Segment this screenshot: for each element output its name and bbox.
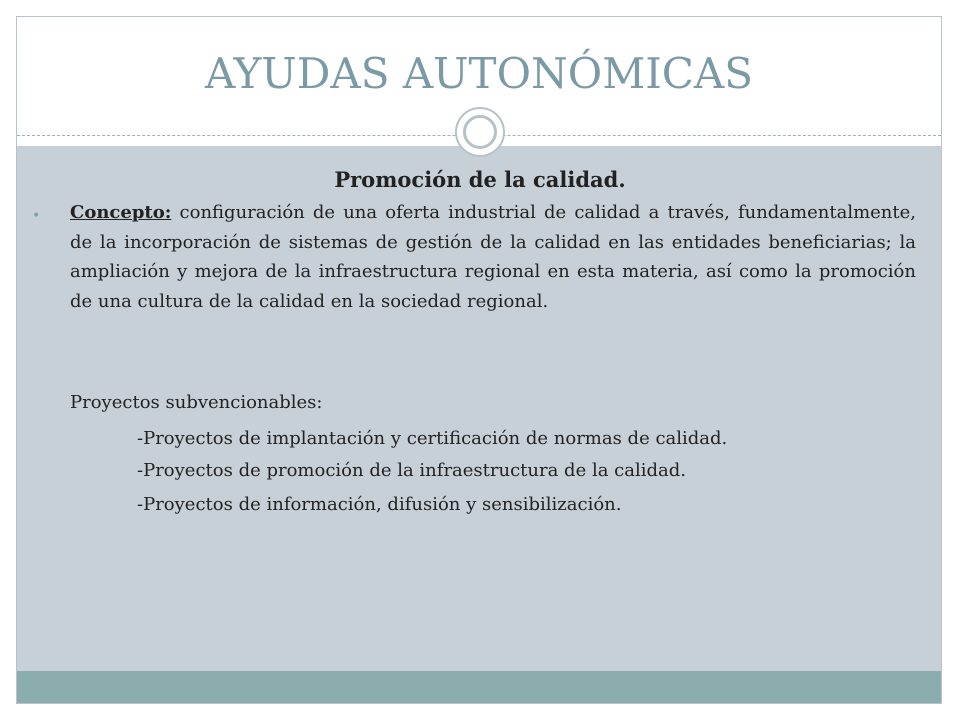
footer-bar [17,671,941,703]
concept-paragraph [70,198,916,316]
project-item: -Proyectos de promoción de la infraestructura de la calidad. [137,460,686,481]
project-item: -Proyectos de implantación y certificación de normas de calidad. [137,428,728,449]
project-item: -Proyectos de información, difusión y sensibilización. [137,494,622,515]
slide-frame [16,16,942,704]
bullet-icon: • [32,208,41,224]
concept-label: Concepto: [70,202,172,223]
slide-subtitle: Promoción de la calidad. [334,167,626,192]
projects-heading: Proyectos subvencionables: [70,392,323,413]
slide-title: AYUDAS AUTONÓMICAS [204,49,754,98]
concept-text: configuración de una oferta industrial de calidad a través, fundamentalmente, de la incorporación de sistemas de gestión de la calidad en las entidades beneficiarias; la ampliación y mejora de la infraestructura regional en esta materia, así como la promoción de una cultura de la calidad en la sociedad regional. [70,202,916,312]
circle-ornament-icon [455,107,505,157]
circle-ornament-inner [463,115,497,149]
